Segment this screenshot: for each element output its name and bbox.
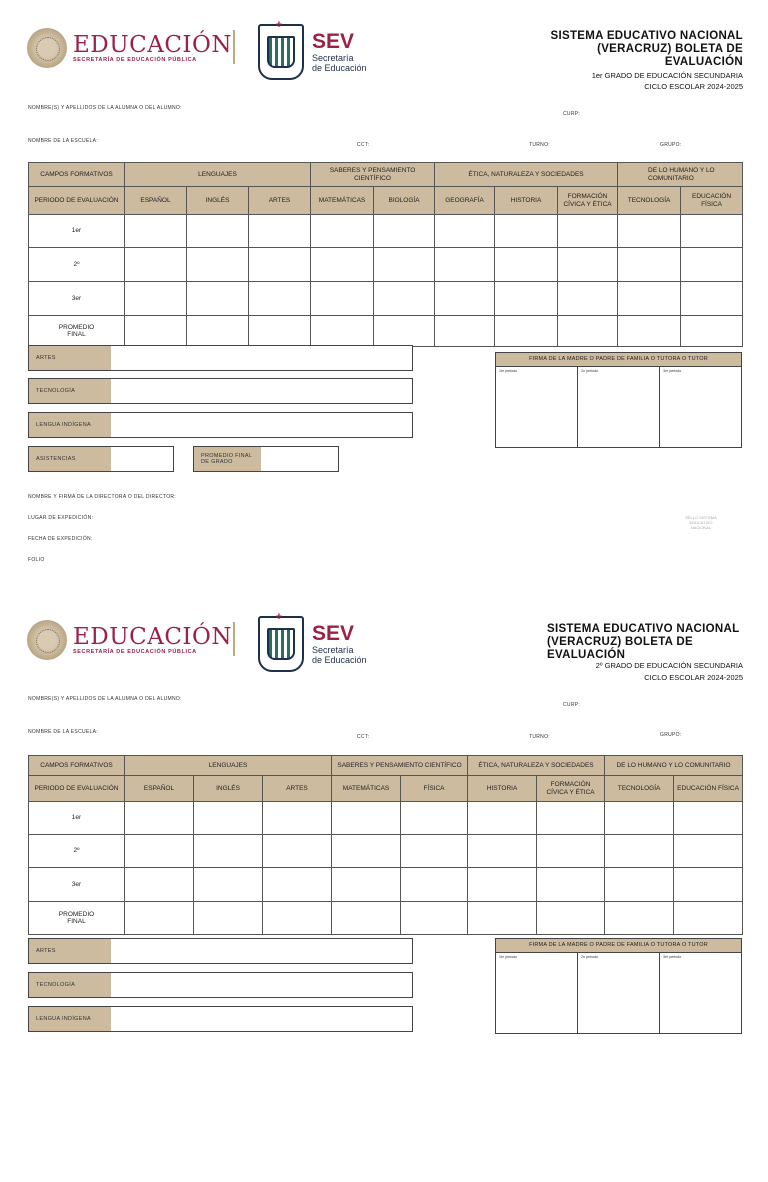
table-row	[29, 802, 743, 835]
materia-header: MATEMÁTICAS	[311, 187, 374, 215]
campo-etica: ÉTICA, NATURALEZA Y SOCIEDADES	[468, 756, 605, 776]
tecnologia-label: TECNOLOGÍA	[29, 379, 111, 403]
firma-col-3[interactable]: 3er periodo	[663, 955, 682, 959]
grade-cell[interactable]	[374, 248, 435, 282]
grade-cell[interactable]	[401, 835, 468, 868]
grade-cell[interactable]	[674, 868, 743, 902]
materia-header: BIOLOGÍA	[374, 187, 435, 215]
periodo-header: PERIODO DE EVALUACIÓN	[29, 776, 125, 802]
sev-logo	[258, 611, 367, 672]
grade-cell[interactable]	[401, 868, 468, 902]
tecnologia-box	[28, 972, 413, 998]
table-row	[29, 282, 743, 316]
folio-label: FOLIO	[28, 557, 45, 563]
grade-cell[interactable]	[125, 282, 187, 316]
grade-cell[interactable]	[537, 902, 605, 935]
materia-header: FORMACIÓN CÍVICA Y ÉTICA	[537, 776, 605, 802]
grade-cell[interactable]	[605, 802, 674, 835]
table-row	[29, 835, 743, 868]
grade-cell[interactable]	[468, 902, 537, 935]
cct-label: CCT:	[357, 734, 370, 740]
materia-header: FORMACIÓN CÍVICA Y ÉTICA	[558, 187, 618, 215]
turno-label: TURNO:	[529, 734, 550, 740]
promedio-final-label: PROMEDIO FINAL	[29, 902, 125, 935]
grade-cell[interactable]	[194, 802, 263, 835]
lengua-indigena-label: LENGUA INDÍGENA	[29, 413, 111, 437]
grade-cell[interactable]	[125, 316, 187, 347]
grade-cell[interactable]	[374, 282, 435, 316]
materia-header: ESPAÑOL	[125, 187, 187, 215]
materia-header: TECNOLOGÍA	[605, 776, 674, 802]
sev-title: SEV	[312, 30, 355, 53]
grade-cell[interactable]	[125, 868, 194, 902]
grade-cell[interactable]	[125, 248, 187, 282]
nombre-escuela-label: NOMBRE DE LA ESCUELA:	[28, 138, 98, 144]
grade-cell[interactable]	[263, 868, 332, 902]
materia-header: INGLÉS	[194, 776, 263, 802]
tecnologia-field[interactable]	[111, 973, 412, 997]
edu-subtitle: SECRETARÍA DE EDUCACIÓN PÚBLICA	[73, 649, 197, 655]
grade-cell[interactable]	[194, 902, 263, 935]
grade-cell[interactable]	[401, 902, 468, 935]
edu-title: EDUCACIÓN	[73, 624, 232, 650]
grade-cell[interactable]	[605, 835, 674, 868]
logo-divider	[233, 30, 235, 64]
campos-formativos-header: CAMPOS FORMATIVOS	[29, 756, 125, 776]
grade-cell[interactable]	[332, 902, 401, 935]
ciclo-label: CICLO ESCOLAR 2024-2025	[644, 673, 743, 682]
artes-label: ARTES	[29, 939, 111, 963]
grade-cell[interactable]	[194, 835, 263, 868]
artes-box	[28, 345, 413, 371]
tecnologia-box	[28, 378, 413, 404]
grade-cell[interactable]	[263, 802, 332, 835]
materia-header: INGLÉS	[187, 187, 249, 215]
grade-cell[interactable]	[311, 215, 374, 248]
sev-line1: Secretaría	[312, 645, 354, 655]
artes-box	[28, 938, 413, 964]
campo-saberes: SABERES Y PENSAMIENTO CIENTÍFICO	[311, 163, 435, 187]
table-row	[29, 215, 743, 248]
grade-cell[interactable]	[311, 316, 374, 347]
campo-saberes: SABERES Y PENSAMIENTO CIENTÍFICO	[332, 756, 468, 776]
campo-etica: ÉTICA, NATURALEZA Y SOCIEDADES	[435, 163, 618, 187]
grade-cell[interactable]	[332, 868, 401, 902]
grade-cell[interactable]	[618, 248, 681, 282]
periodo-label: 3er	[29, 868, 125, 902]
grade-cell[interactable]	[558, 316, 618, 347]
lengua-indigena-box	[28, 412, 413, 438]
fecha-label: FECHA DE EXPEDICIÓN:	[28, 536, 93, 542]
calificaciones-table	[28, 755, 743, 935]
director-label: NOMBRE Y FIRMA DE LA DIRECTORA O DEL DIRECTOR:	[28, 494, 176, 500]
grado-label: 1er GRADO DE EDUCACIÓN SECUNDARIA	[591, 71, 743, 80]
grade-cell[interactable]	[435, 248, 495, 282]
materia-header: ARTES	[249, 187, 311, 215]
sev-title: SEV	[312, 622, 355, 645]
firma-col-1[interactable]: 1er periodo	[496, 953, 578, 1033]
grade-cell[interactable]	[187, 282, 249, 316]
sep-seal-icon	[27, 620, 67, 660]
firma-tutor-box	[495, 352, 742, 448]
firma-col-1[interactable]: 1er periodo	[496, 367, 578, 447]
grade-cell[interactable]	[558, 248, 618, 282]
materia-header: TECNOLOGÍA	[618, 187, 681, 215]
grade-cell[interactable]	[435, 215, 495, 248]
materia-header: MATEMÁTICAS	[332, 776, 401, 802]
grupo-label: GRUPO:	[660, 732, 682, 738]
asistencias-label: ASISTENCIAS	[29, 447, 111, 471]
asistencias-box	[28, 446, 174, 472]
campo-lenguajes: LENGUAJES	[125, 163, 311, 187]
grade-cell[interactable]	[249, 248, 311, 282]
nombre-escuela-label: NOMBRE DE LA ESCUELA:	[28, 729, 98, 735]
campo-humano: DE LO HUMANO Y LO COMUNITARIO	[605, 756, 743, 776]
sello-label: SELLO SISTEMA EDUCATIVO NACIONAL	[685, 515, 717, 530]
grade-cell[interactable]	[249, 316, 311, 347]
grade-cell[interactable]	[311, 248, 374, 282]
grade-cell[interactable]	[125, 835, 194, 868]
firma-col-2[interactable]: 2o periodo	[578, 953, 660, 1033]
firma-header: FIRMA DE LA MADRE O PADRE DE FAMILIA O TUTORA O TUTOR	[496, 939, 741, 953]
sev-logo	[258, 19, 367, 80]
ciclo-label: CICLO ESCOLAR 2024-2025	[644, 82, 743, 91]
boleta-2o-grado	[0, 592, 768, 1182]
tecnologia-field[interactable]	[111, 379, 412, 403]
grupo-label: GRUPO:	[660, 142, 682, 148]
promedio-grado-field[interactable]	[261, 447, 338, 471]
grade-cell[interactable]	[605, 868, 674, 902]
logo-divider	[233, 622, 235, 656]
grade-cell[interactable]	[674, 902, 743, 935]
grade-cell[interactable]	[435, 282, 495, 316]
grade-cell[interactable]	[618, 215, 681, 248]
grade-cell[interactable]	[537, 868, 605, 902]
grade-cell[interactable]	[263, 835, 332, 868]
periodo-label: 2º	[29, 248, 125, 282]
grade-cell[interactable]	[187, 248, 249, 282]
table-row	[29, 248, 743, 282]
boleta-1er-grado	[0, 0, 768, 590]
nombre-alumno-label: NOMBRE(S) Y APELLIDOS DE LA ALUMNA O DEL ALUMNO:	[28, 696, 182, 702]
periodo-header: PERIODO DE EVALUACIÓN	[29, 187, 125, 215]
promedio-final-label: PROMEDIO FINAL	[29, 316, 125, 347]
calificaciones-table	[28, 162, 743, 347]
grado-label: 2º GRADO DE EDUCACIÓN SECUNDARIA	[595, 661, 743, 670]
materia-header: HISTORIA	[468, 776, 537, 802]
materia-header: EDUCACIÓN FÍSICA	[681, 187, 743, 215]
artes-label: ARTES	[29, 346, 111, 370]
promedio-grado-label: PROMEDIO FINAL DE GRADO	[194, 447, 261, 471]
sev-line2: de Educación	[312, 655, 367, 665]
table-row	[29, 902, 743, 935]
grade-cell[interactable]	[401, 802, 468, 835]
firma-header: FIRMA DE LA MADRE O PADRE DE FAMILIA O TUTORA O TUTOR	[496, 353, 741, 367]
materia-header: ESPAÑOL	[125, 776, 194, 802]
grade-cell[interactable]	[681, 215, 743, 248]
grade-cell[interactable]	[558, 215, 618, 248]
grade-cell[interactable]	[374, 215, 435, 248]
campo-lenguajes: LENGUAJES	[125, 756, 332, 776]
firma-col-3[interactable]: 3er periodo	[663, 369, 682, 373]
grade-cell[interactable]	[495, 282, 558, 316]
cct-label: CCT:	[357, 142, 370, 148]
grade-cell[interactable]	[263, 902, 332, 935]
lugar-label: LUGAR DE EXPEDICIÓN:	[28, 515, 94, 521]
lengua-indigena-field[interactable]	[111, 413, 412, 437]
materia-header: GEOGRAFÍA	[435, 187, 495, 215]
artes-field[interactable]	[111, 346, 412, 370]
grade-cell[interactable]	[187, 316, 249, 347]
lengua-indigena-box	[28, 1006, 413, 1032]
sev-line2: de Educación	[312, 63, 367, 73]
periodo-label: 1er	[29, 215, 125, 248]
materia-header: HISTORIA	[495, 187, 558, 215]
educacion-logo	[27, 28, 232, 68]
grade-cell[interactable]	[125, 802, 194, 835]
grade-cell[interactable]	[681, 282, 743, 316]
edu-subtitle: SECRETARÍA DE EDUCACIÓN PÚBLICA	[73, 57, 197, 63]
document-title: SISTEMA EDUCATIVO NACIONAL (VERACRUZ) BOLETA DE EVALUACIÓN	[547, 623, 740, 661]
grade-cell[interactable]	[332, 835, 401, 868]
sep-seal-icon	[27, 28, 67, 68]
grade-cell[interactable]	[468, 802, 537, 835]
table-row	[29, 316, 743, 347]
promedio-grado-box	[193, 446, 339, 472]
grade-cell[interactable]	[468, 835, 537, 868]
grade-cell[interactable]	[332, 802, 401, 835]
veracruz-shield-icon: +	[258, 24, 304, 80]
grade-cell[interactable]	[674, 802, 743, 835]
grade-cell[interactable]	[125, 902, 194, 935]
grade-cell[interactable]	[495, 215, 558, 248]
grade-cell[interactable]	[249, 215, 311, 248]
lengua-indigena-label: LENGUA INDÍGENA	[29, 1007, 111, 1031]
materia-header: ARTES	[263, 776, 332, 802]
grade-cell[interactable]	[468, 868, 537, 902]
veracruz-shield-icon: +	[258, 616, 304, 672]
grade-cell[interactable]	[681, 316, 743, 347]
grade-cell[interactable]	[187, 215, 249, 248]
grade-cell[interactable]	[495, 316, 558, 347]
materia-header: FÍSICA	[401, 776, 468, 802]
document-title: SISTEMA EDUCATIVO NACIONAL (VERACRUZ) BOLETA DE EVALUACIÓN	[550, 30, 743, 68]
grade-cell[interactable]	[618, 282, 681, 316]
asistencias-field[interactable]	[111, 447, 173, 471]
periodo-label: 3er	[29, 282, 125, 316]
campos-formativos-header: CAMPOS FORMATIVOS	[29, 163, 125, 187]
periodo-label: 2º	[29, 835, 125, 868]
firma-tutor-box	[495, 938, 742, 1034]
nombre-alumno-label: NOMBRE(S) Y APELLIDOS DE LA ALUMNA O DEL ALUMNO:	[28, 105, 182, 111]
tecnologia-label: TECNOLOGÍA	[29, 973, 111, 997]
grade-cell[interactable]	[618, 316, 681, 347]
grade-cell[interactable]	[194, 868, 263, 902]
lengua-indigena-field[interactable]	[111, 1007, 412, 1031]
grade-cell[interactable]	[537, 835, 605, 868]
grade-cell[interactable]	[125, 215, 187, 248]
curp-label: CURP:	[563, 111, 581, 117]
curp-label: CURP:	[563, 702, 581, 708]
table-row	[29, 868, 743, 902]
grade-cell[interactable]	[374, 316, 435, 347]
grade-cell[interactable]	[249, 282, 311, 316]
artes-field[interactable]	[111, 939, 412, 963]
grade-cell[interactable]	[495, 248, 558, 282]
grade-cell[interactable]	[537, 802, 605, 835]
campo-humano: DE LO HUMANO Y LO COMUNITARIO	[618, 163, 743, 187]
materia-header: EDUCACIÓN FÍSICA	[674, 776, 743, 802]
turno-label: TURNO:	[529, 142, 550, 148]
grade-cell[interactable]	[681, 248, 743, 282]
periodo-label: 1er	[29, 802, 125, 835]
grade-cell[interactable]	[674, 835, 743, 868]
grade-cell[interactable]	[311, 282, 374, 316]
edu-title: EDUCACIÓN	[73, 32, 232, 58]
grade-cell[interactable]	[605, 902, 674, 935]
educacion-logo	[27, 620, 232, 660]
grade-cell[interactable]	[435, 316, 495, 347]
firma-col-2[interactable]: 2o periodo	[578, 367, 660, 447]
grade-cell[interactable]	[558, 282, 618, 316]
sev-line1: Secretaría	[312, 53, 354, 63]
